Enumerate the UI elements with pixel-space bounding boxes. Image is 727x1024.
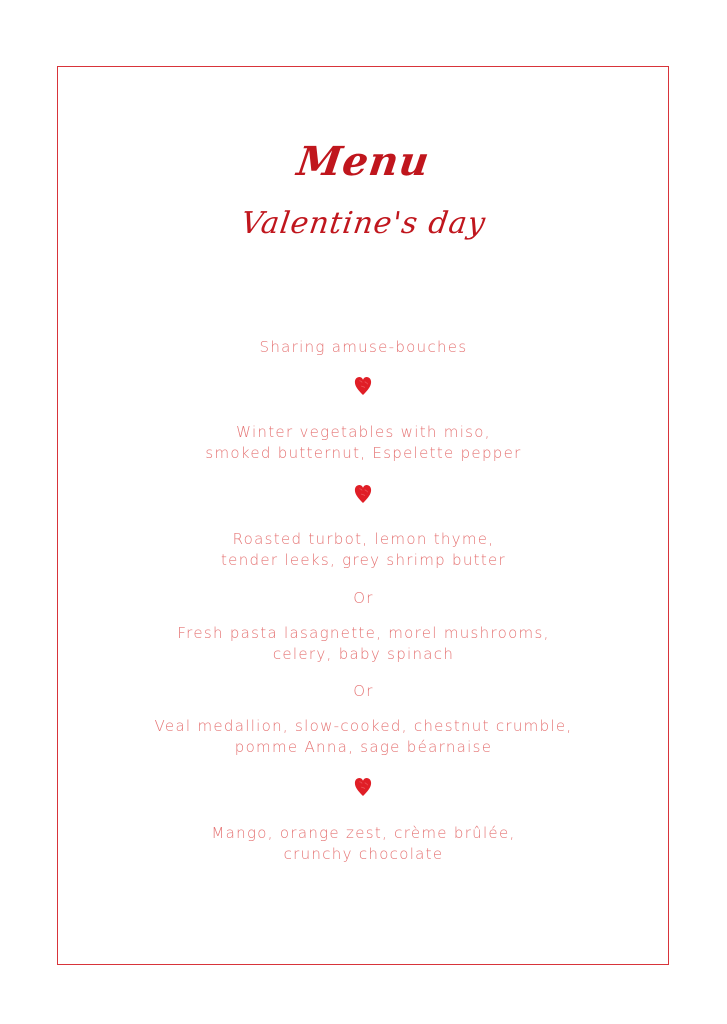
course-line: Or xyxy=(353,589,374,607)
menu-subtitle: Valentine's day xyxy=(238,206,489,241)
course-line: Sharing amuse-bouches xyxy=(259,338,468,356)
course-line: celery, baby spinach xyxy=(272,645,455,663)
course-line: pomme Anna, sage béarnaise xyxy=(234,738,493,756)
heart-icon xyxy=(354,376,372,396)
course-fresh-pasta xyxy=(0,623,727,665)
course-mango-dessert xyxy=(0,823,727,865)
course-winter-vegetables xyxy=(0,422,727,464)
course-roasted-turbot xyxy=(0,529,727,571)
course-line: tender leeks, grey shrimp butter xyxy=(220,551,507,569)
course-line: crunchy chocolate xyxy=(283,845,444,863)
course-line: Veal medallion, slow-cooked, chestnut crumble, xyxy=(154,717,573,735)
heart-icon xyxy=(354,484,372,504)
course-line: Winter vegetables with miso, xyxy=(236,423,491,441)
course-line: Or xyxy=(353,682,374,700)
menu-title: Menu xyxy=(294,138,433,185)
course-line: Roasted turbot, lemon thyme, xyxy=(232,530,495,548)
course-line: Fresh pasta lasagnette, morel mushrooms, xyxy=(177,624,550,642)
course-amuse-bouches xyxy=(0,337,727,358)
course-veal-medallion xyxy=(0,716,727,758)
heart-icon xyxy=(354,777,372,797)
course-line: smoked butternut, Espelette pepper xyxy=(205,444,522,462)
course-line: Mango, orange zest, crème brûlée, xyxy=(211,824,516,842)
or-separator xyxy=(0,681,727,702)
or-separator xyxy=(0,588,727,609)
